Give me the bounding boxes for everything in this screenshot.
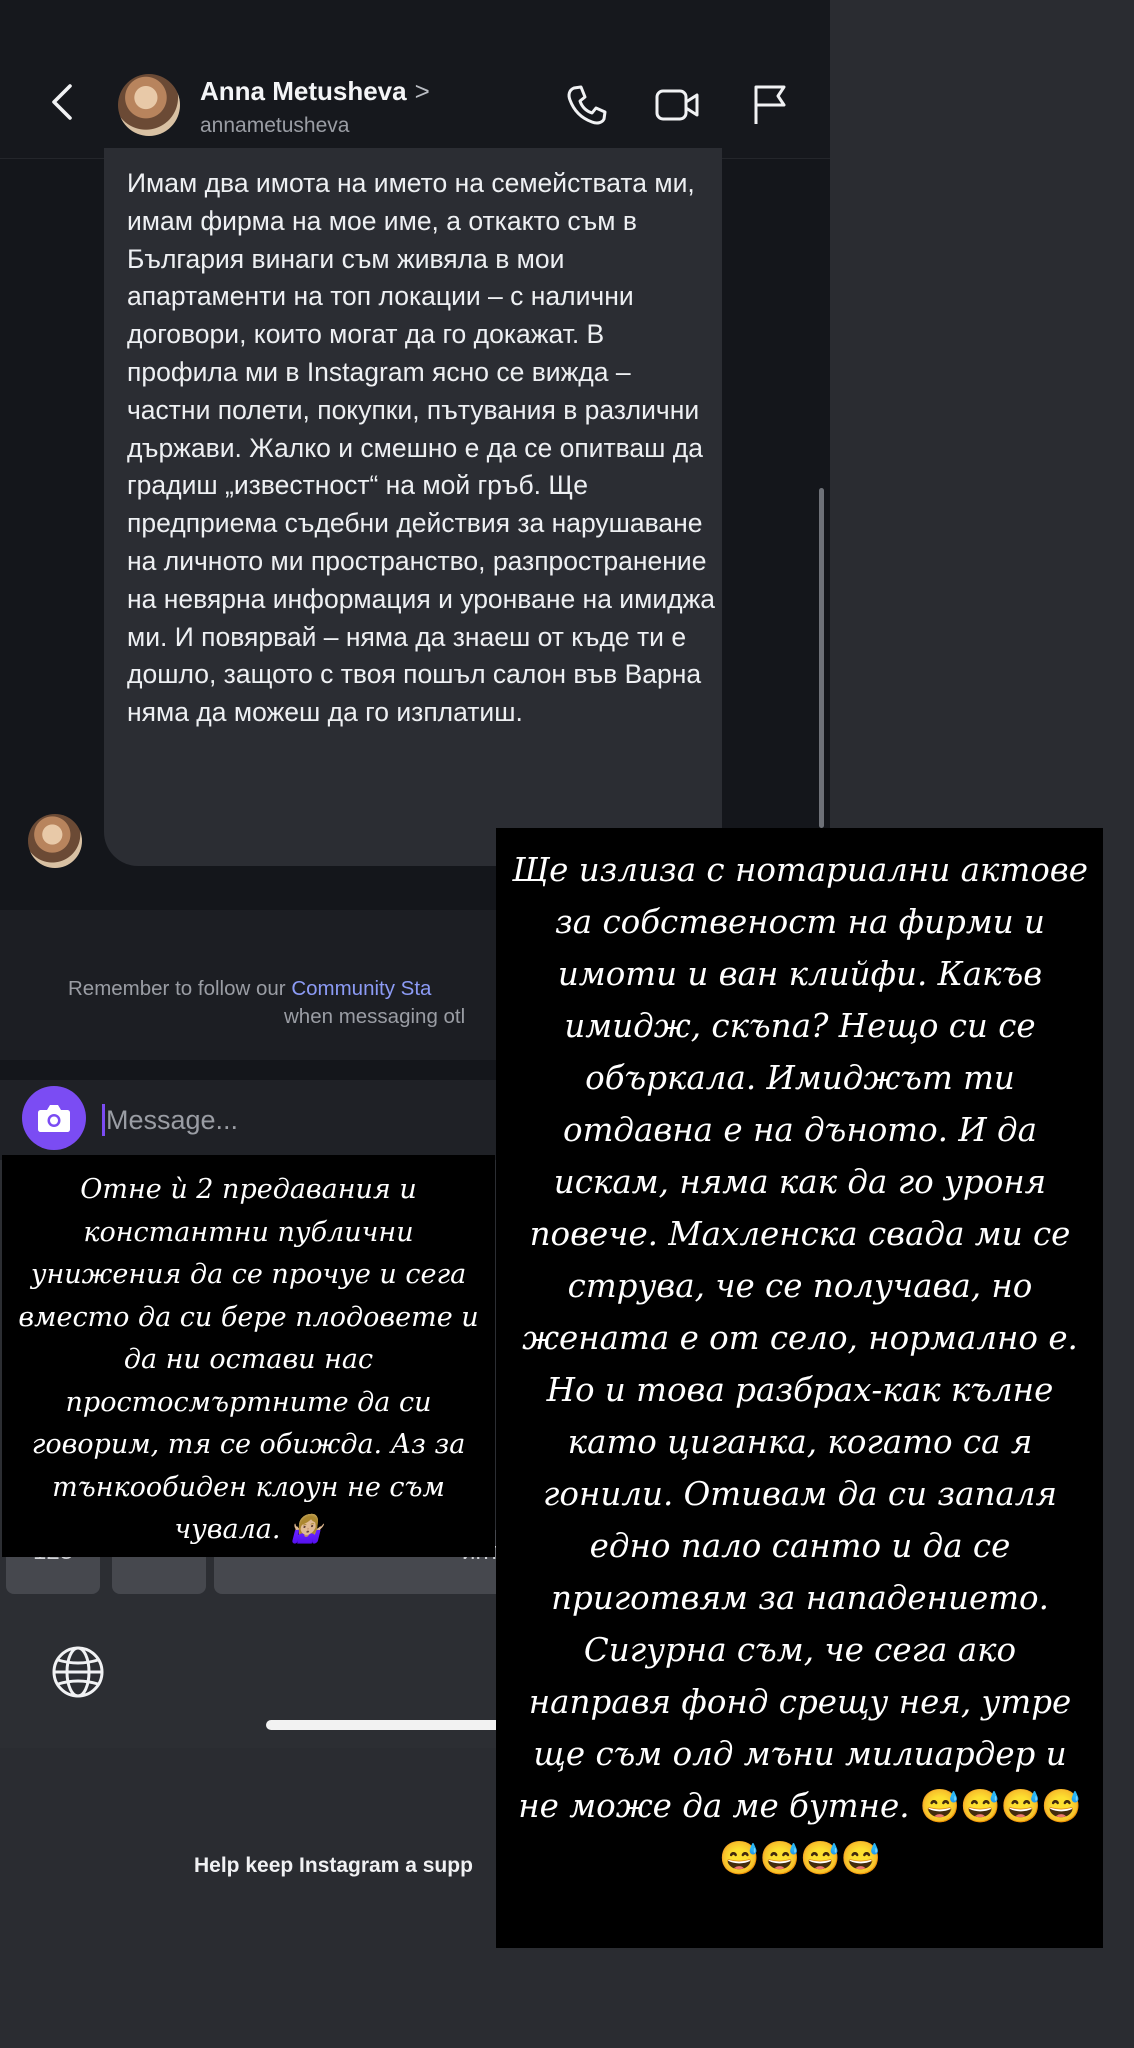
flag-icon[interactable] [748,82,794,128]
contact-username: annametusheva [200,114,350,137]
globe-icon[interactable] [50,1644,106,1700]
camera-button[interactable] [22,1086,86,1150]
safety-notice-line [68,977,431,1001]
safety-notice-line-end: when messaging otl [284,1005,466,1028]
scrollbar[interactable] [819,488,824,828]
sender-avatar[interactable] [28,814,82,868]
story-text-right-content [510,844,1090,1884]
text-cursor [102,1104,105,1136]
back-arrow-icon[interactable] [48,82,78,122]
story-text-left-content: Отне ѝ 2 предавания и константни публични унижения да се прочуе и сега вместо да си бере плодовете и да ни остави нас простосмъртните да си говорим, тя се обижда. Аз за тънкообиден клоун не съм чувала. 🤷🏼‍♀️ [18,1174,479,1545]
avatar[interactable] [118,74,180,136]
story-text-left [2,1155,495,1557]
safety-notice-prefix: Remember to follow our [68,977,286,1000]
message-text: Имам два имота на името на семействата ми, имам фирма на мое име, а откакто съм в България винаги съм живяла в мои апартаменти на топ локации – с налични договори, които могат да го докажат. В профила ми в Instagram ясно се вижда – частни полети, покупки, пътувания в различни държави. Жалко и смешно е да се опитваш да градиш „известност“ на мой гръб. Ще предприема съдебни действия за нарушаване на личното ми пространство, разпространение на невярна информация и уронване на имиджа ми. И повярвай – няма да знаеш от къде ти е дошло, защото с твоя пошъл салон във Варна няма да можеш да го изплатиш. [127,168,716,728]
camera-icon [22,1086,86,1150]
message-input[interactable] [106,1100,406,1140]
chevron-right-icon[interactable]: > [414,76,430,106]
safety-notice-title: Help keep Instagram a supp [194,1854,473,1877]
contact-name[interactable] [200,76,430,107]
phone-icon[interactable] [564,82,610,128]
contact-name-text[interactable]: Anna Metusheva [200,76,407,106]
video-camera-icon[interactable] [654,82,700,128]
story-text-right-body: Ще излиза с нотариални актове за собственост на фирми и имоти и ван клийфи. Какъв имидж, скъпа? Нещо си се объркала. Имиджът ти отдавна е на дъното. И да искам, няма как да го уроня повече. Махленска свада ми се струва, че се получава, но жената е от село, нормално е. Но и това разбрах-как кълне като циганка, когато са я гонили. Отивам да си запаля едно пало санто и да се приготвям за нападението. Сигурна съм, че сега ако направя фонд срещу нея, утре ще съм олд мъни милиардер и не може да ме бутне. [512,851,1088,1825]
sweat-smile-emoji: 😅😅😅😅😅😅😅😅 [719,1787,1082,1877]
story-text-right [496,828,1103,1948]
home-indicator[interactable] [266,1720,506,1730]
community-standards-link[interactable]: Community Sta [291,977,432,1000]
